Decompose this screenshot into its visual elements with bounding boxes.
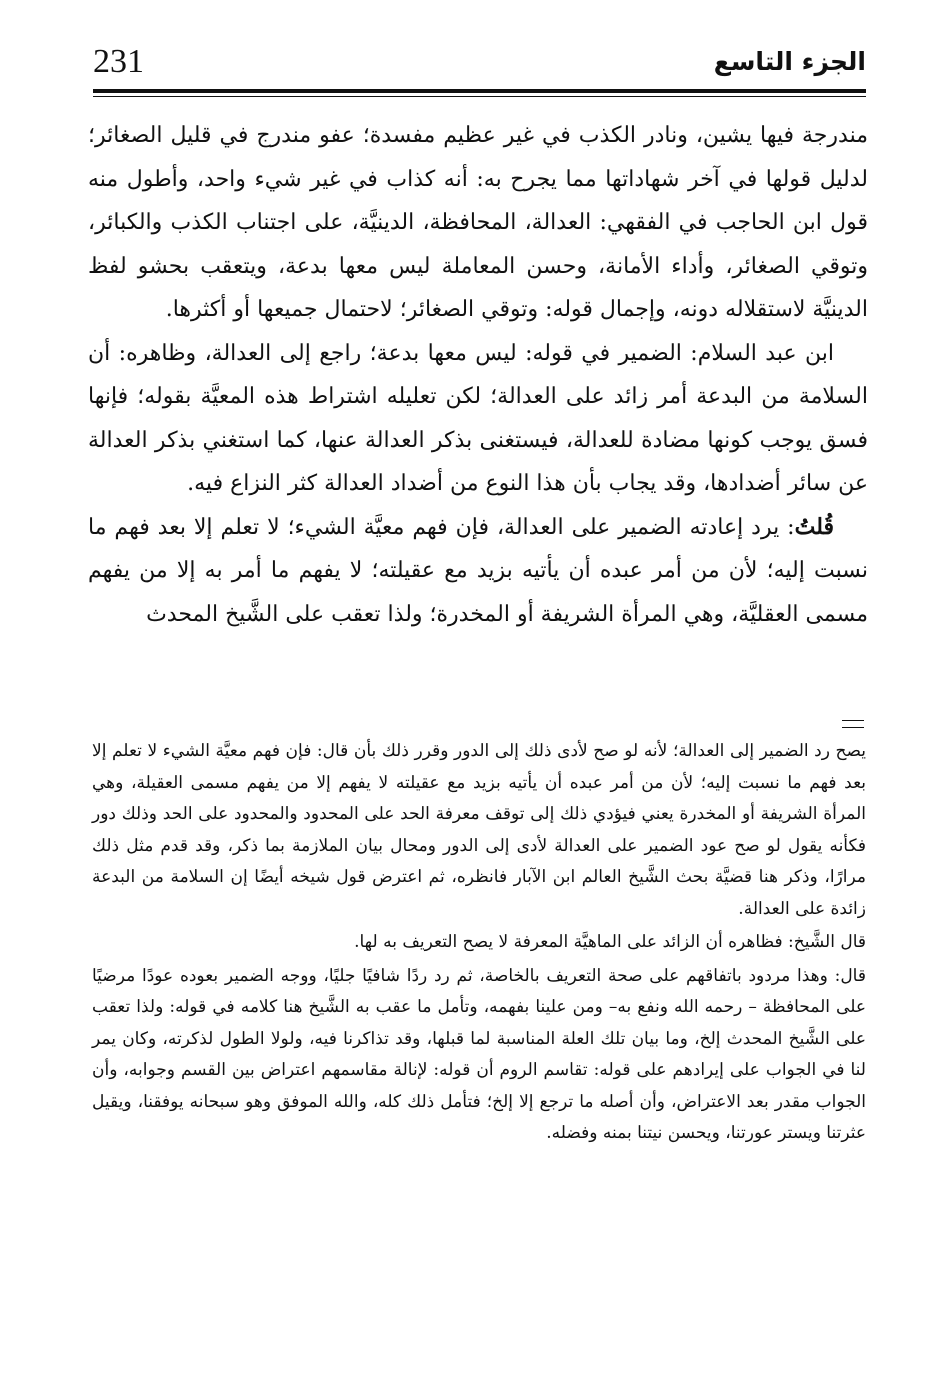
main-paragraph-3-text: : يرد إعادته الضمير على العدالة، فإن فهم معيَّة الشيء؛ لا تعلم إلا بعد فهم ما نسبت إليه؛ لأن من أمر عبده أن يأتيه بزيد مع عقيلته؛ لا يفهم ما أمر به إلا من يفهم مسمى العقليَّة، وهي المرأة الشريفة أو المخدرة؛ ولذا تعقب على الشَّيخ المحدث [88,514,868,627]
main-paragraph-1: مندرجة فيها يشين، ونادر الكذب في غير عظيم مفسدة؛ عفو مندرج في قليل الصغائر؛ لدليل قولها في آخر شهاداتها مما يجرح به: أنه كذاب في غير شيء واحد، وأطول منه قول ابن الحاجب في الفقهي: العدالة، المحافظة، الدينيَّة، على اجتناب الكذب والكبائر، وتوقي الصغائر، وأداء الأمانة، وحسن المعاملة ليس معها بدعة، ويتعقب بحشو لفظ الدينيَّة لاستقلاله دونه، وإجمال قوله: وتوقي الصغائر؛ لاحتمال جميعها أو أكثرها. [88,123,868,322]
page-number: 231 [93,43,144,80]
footnote-separator [842,720,864,728]
main-paragraph-2: ابن عبد السلام: الضمير في قوله: ليس معها بدعة؛ راجع إلى العدالة، وظاهره: أن السلامة من البدعة أمر زائد على العدالة؛ لكن تعليله اشتراط هذه المعيَّة بقوله؛ فإنها فسق يوجب كونها مضادة للعدالة، فيستغنى بذكر العدالة عنها، كما استغني بذكر العدالة عن سائر أضدادها، وقد يجاب بأن هذا النوع من أضداد العدالة كثر النزاع فيه. [88,340,868,496]
header-rule-thin [93,96,866,97]
page-header [93,36,866,88]
main-text [88,114,868,636]
footnote-paragraph-3: قال: وهذا مردود باتفاقهم على صحة التعريف بالخاصة، ثم رد ردًا شافيًا جليًا، ووجه الضمير بعوده عودًا مرضيًا على المحافظة – رحمه الله ونفع به– ومن علينا بفهمه، وتأمل ما عقب به الشَّيخ هنا كلامه في قوله: ولذا تعقب على الشَّيخ المحدث إلخ، وما بيان تلك العلة المناسبة لما قبلها، وقد تذاكرنا فيه، ولولا الطول لذكرته، وكان يمر لنا في الجواب على إيرادهم على قوله: تقاسم الروم أن قوله: لإنالة مقاسمهم اعتراض بين القسم وجوابه، وأن الجواب مقدر بعد الاعتراض، وأن أصله ما ترجع إلا إلخ؛ فتأمل ذلك كله، والله الموفق وهو سبحانه يوفقنا، ويقيل عثرتنا ويستر عورتنا، ويحسن نيتنا بمنه وفضله. [92,965,866,1143]
running-title: الجزء التاسع [713,47,866,76]
footnote-paragraph-1: يصح رد الضمير إلى العدالة؛ لأنه لو صح لأدى ذلك إلى الدور وقرر ذلك بأن قال: فإن فهم معيَّة الشيء لا تعلم إلا بعد فهم ما نسبت إليه؛ لأن من أمر عبده أن يأتيه بزيد مع عقيلته لا يفهم إلا من يفهم مسمى العقيلة، وهي المرأة الشريفة أو المخدرة يعني فيؤدي ذلك إلى توقف معرفة الحد على المحدود والمحدود على الحد وذلك دور فكأنه يقول لو صح عود الضمير على العدالة لأدى إلى الدور ومحال بيان الملازمة بما ذكر، وقد قدم مثل ذلك مرارًا، وذكر هنا قضيَّة بحث الشَّيخ العالم ابن الآبار فانظره، ثم اعترض قول شيخه أيضًا إن السلامة من البدعة زائدة على العدالة. [92,741,866,919]
header-rule [93,89,866,93]
qultu-lead: قُلتُ [794,513,834,540]
main-paragraph-3 [88,506,868,637]
footnotes [92,736,866,1150]
footnote-paragraph-2: قال الشَّيخ: فظاهره أن الزائد على الماهيَّة المعرفة لا يصح التعريف به لها. [354,932,866,952]
